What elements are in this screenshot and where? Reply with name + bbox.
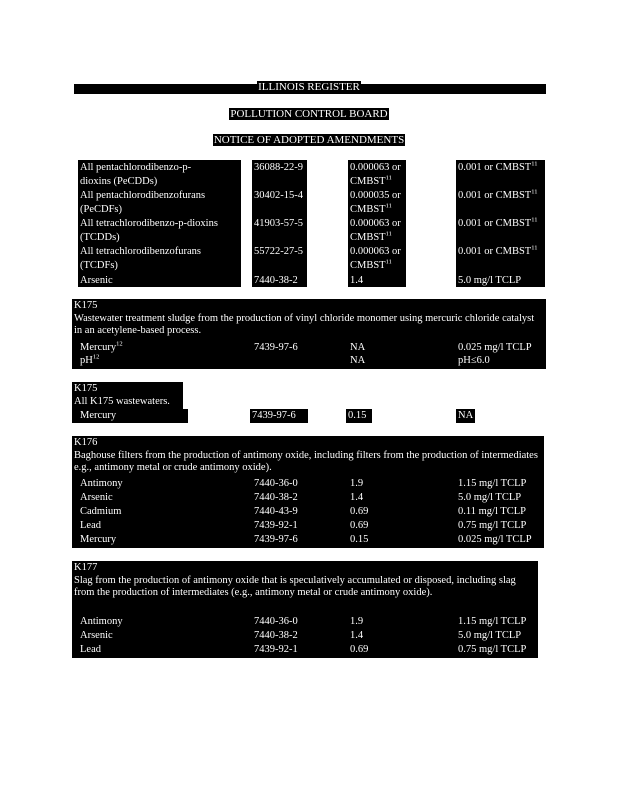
wastewater-standard-cont: CMBST$^{11}$ — [350, 174, 392, 187]
wastewater-standard: 1.9 — [350, 478, 364, 489]
constituent-name-cont: (TCDDs) — [80, 232, 120, 243]
cas-number: 36088-22-9 — [254, 162, 303, 173]
cas-number: 7440-38-2 — [254, 275, 298, 286]
constituent-name-cont: (PeCDFs) — [80, 204, 123, 215]
wastewater-standard: 0.69 — [350, 520, 369, 531]
constituent-name: All tetrachlorodibenzo-p-dioxins — [80, 218, 218, 229]
constituent-name: Arsenic — [80, 275, 113, 286]
nonwastewater-standard: 0.001 or CMBST$^{11}$ — [458, 244, 538, 257]
constituent-name-cont: (TCDFs) — [80, 260, 118, 271]
nonwastewater-standard: 1.15 mg/l TCLP — [458, 616, 527, 627]
cas-number: 7440-36-0 — [254, 478, 298, 489]
constituent-name: All tetrachlorodibenzofurans — [80, 246, 201, 257]
register-title: ILLINOIS REGISTER — [258, 81, 360, 93]
notice-title: NOTICE OF ADOPTED AMENDMENTS — [213, 134, 405, 146]
nonwastewater-standard: NA — [458, 410, 474, 421]
waste-description: All K175 wastewaters. — [74, 396, 170, 407]
waste-description: Baghouse filters from the production of antimony oxide, including filters from the production of intermediates e.g., antimony metal or crude antimony oxide). — [74, 450, 538, 473]
constituent-name: Arsenic — [80, 492, 113, 503]
constituent-name: $pH^{12}$ — [80, 353, 100, 366]
constituent-name: Arsenic — [80, 630, 113, 641]
wastewater-standard: 0.000063 or — [350, 246, 401, 257]
cas-number: 41903-57-5 — [254, 218, 303, 229]
waste-description: Wastewater treatment sludge from the production of vinyl chloride monomer using mercuric chloride catalyst in an acetylene-based process. — [74, 313, 535, 336]
constituent-name: Antimony — [80, 478, 123, 489]
cas-number: 7440-36-0 — [254, 616, 298, 627]
wastewater-standard: 0.69 — [350, 644, 369, 655]
nonwastewater-standard: 5.0 mg/l TCLP — [458, 630, 522, 641]
nonwastewater-standard: 0.75 mg/l TCLP — [458, 520, 527, 531]
cas-number: 7439-97-6 — [254, 534, 298, 545]
constituent-name: Mercury — [80, 534, 117, 545]
wastewater-standard: 0.000063 or — [350, 218, 401, 229]
waste-code: K176 — [74, 437, 98, 448]
nonwastewater-standard: 5.0 mg/l TCLP — [458, 492, 522, 503]
wastewater-standard: 0.15 — [348, 410, 367, 421]
constituent-name: Antimony — [80, 616, 123, 627]
wastewater-standard: 1.4 — [350, 275, 364, 286]
nonwastewater-standard: 0.11 mg/l TCLP — [458, 506, 526, 517]
cas-number: 7440-43-9 — [254, 506, 298, 517]
constituent-name: Mercury$^{12}$ — [80, 340, 123, 353]
nonwastewater-standard: 0.001 or CMBST$^{11}$ — [458, 160, 538, 173]
constituent-name: All pentachlorodibenzo-p- — [80, 162, 192, 173]
wastewater-standard-cont: CMBST$^{11}$ — [350, 258, 392, 271]
wastewater-standard-cont: CMBST$^{11}$ — [350, 230, 392, 243]
constituent-name: Lead — [80, 520, 101, 531]
waste-description: Slag from the production of antimony oxide that is speculatively accumulated or disposed, including slag from the production of intermediates (e.g., antimony metal or crude antimony oxide). — [74, 575, 516, 598]
nonwastewater-standard: 0.001 or CMBST$^{11}$ — [458, 216, 538, 229]
nonwastewater-standard: 0.75 mg/l TCLP — [458, 644, 527, 655]
cas-number: 7439-92-1 — [254, 644, 298, 655]
cas-number: 7439-97-6 — [252, 410, 296, 421]
wastewater-standard: 1.9 — [350, 616, 364, 627]
wastewater-standard: 0.69 — [350, 506, 369, 517]
nonwastewater-standard: 0.025 mg/l TCLP — [458, 534, 532, 545]
waste-code: K177 — [74, 562, 98, 573]
constituent-name: Mercury — [80, 410, 117, 421]
wastewater-standard: 1.4 — [350, 630, 364, 641]
cas-number: 55722-27-5 — [254, 246, 303, 257]
cas-number: 30402-15-4 — [254, 190, 303, 201]
wastewater-standard: NA — [350, 342, 366, 353]
board-title: POLLUTION CONTROL BOARD — [230, 108, 388, 120]
waste-code: K175 — [74, 383, 98, 394]
constituent-name: Cadmium — [80, 506, 122, 517]
cas-number: 7440-38-2 — [254, 630, 298, 641]
wastewater-standard: NA — [350, 355, 366, 366]
cas-number: 7439-92-1 — [254, 520, 298, 531]
constituent-name: All pentachlorodibenzofurans — [80, 190, 206, 201]
cas-number: 7439-97-6 — [254, 342, 298, 353]
cas-number: 7440-38-2 — [254, 492, 298, 503]
wastewater-standard: 1.4 — [350, 492, 364, 503]
nonwastewater-standard: 0.025 mg/l TCLP — [458, 342, 532, 353]
wastewater-standard: 0.000035 or — [350, 190, 401, 201]
nonwastewater-standard: 0.001 or CMBST$^{11}$ — [458, 188, 538, 201]
nonwastewater-standard: 5.0 mg/l TCLP — [458, 275, 522, 286]
nonwastewater-standard: pH≤6.0 — [458, 355, 490, 366]
constituent-name: Lead — [80, 644, 101, 655]
wastewater-standard: 0.15 — [350, 534, 369, 545]
wastewater-standard: 0.000063 or — [350, 162, 401, 173]
wastewater-standard-cont: CMBST$^{11}$ — [350, 202, 392, 215]
waste-code: K175 — [74, 300, 98, 311]
nonwastewater-standard: 1.15 mg/l TCLP — [458, 478, 527, 489]
constituent-name-cont: dioxins (PeCDDs) — [80, 176, 158, 187]
